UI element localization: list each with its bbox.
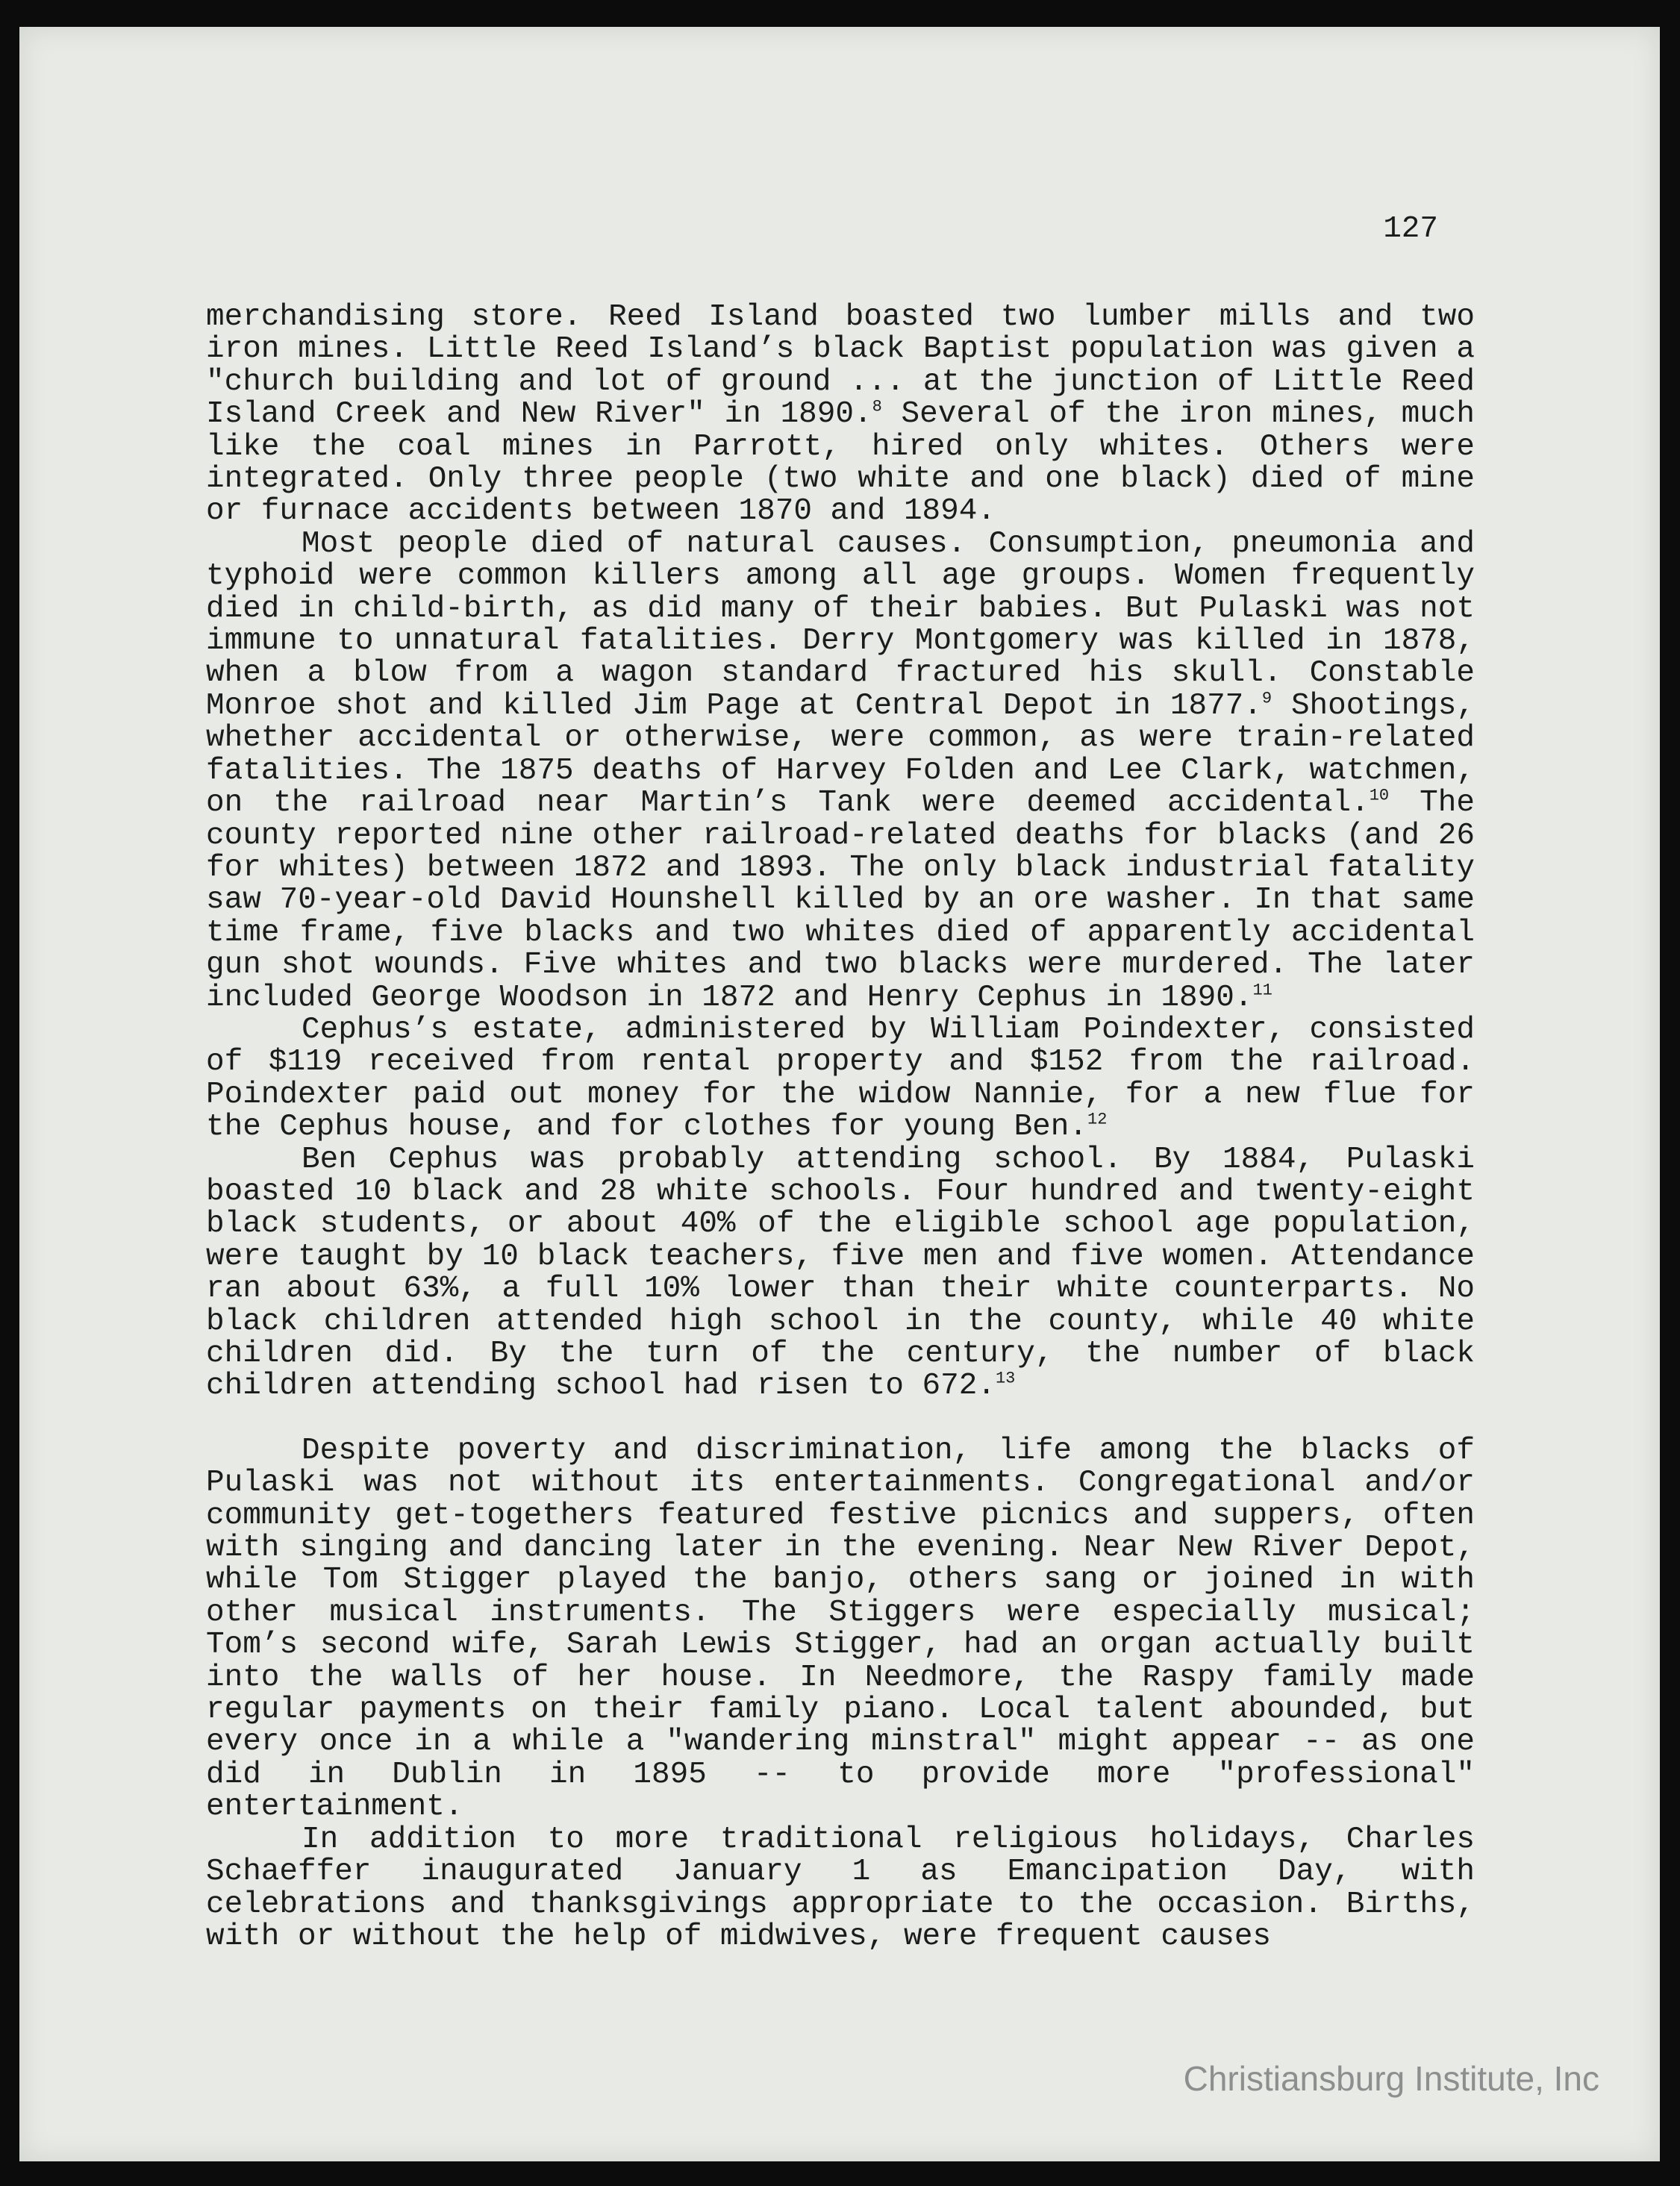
paragraph-text: In addition to more traditional religious holidays, Charles Schaeffer inaugurated January 1 as Emancipation Day, with celebrations and thanksgivings appropriate to the occasion. Births, with or without the help of midwives, were frequent causes [206, 1822, 1475, 1954]
document-page [19, 27, 1660, 2161]
paragraph-text: Shootings, whether accidental or otherwise, were common, as were train-related fatalities. The 1875 deaths of Harvey Folden and Lee Clark, watchmen, on the railroad near Martin’s Tank were deemed accidental. [206, 688, 1475, 821]
body-text [206, 302, 1475, 1953]
paragraph-text: Several of the iron mines, much like the coal mines in Parrott, hired only whites. Others were integrated. Only three people (two white and one black) died of mine or furnace accidents between 1870 and 1894. [206, 397, 1476, 529]
paragraph-text: Despite poverty and discrimination, life among the blacks of Pulaski was not without its entertainments. Congregational and/or community get-togethers featured festive picnics and suppers, often with singing and dancing later in the evening. Near New River Depot, while Tom Stigger played the banjo, others sang or joined in with other musical instruments. The Stiggers were especially musical; Tom’s second wife, Sarah Lewis Stigger, had an organ actually built into the walls of her house. In Needmore, the Raspy family made regular payments on their family piano. Local talent abounded, but every once in a while a "wandering minstral" might appear -- as one did in Dublin in 1895 -- to provide more "professional" entertainment. [206, 1433, 1475, 1825]
watermark: Christiansburg Institute, Inc [1183, 2059, 1599, 2098]
footnote-marker: 10 [1369, 786, 1390, 805]
paragraph-text: The county reported nine other railroad-related deaths for blacks (and 26 for whites) between 1872 and 1893. The only black industrial fatality saw 70-year-old David Hounshell killed by an ore washer. In that same time frame, five blacks and two whites died of apparently accidental gun shot wounds. Five whites and two blacks were murdered. The later included George Woodson in 1872 and Henry Cephus in 1890. [206, 786, 1475, 1015]
footnote-marker: 8 [872, 397, 882, 416]
paragraph-text: Most people died of natural causes. Consumption, pneumonia and typhoid were common killers among all age groups. Women frequently died in child-birth, as did many of their babies. But Pulaski was not immune to unnatural fatalities. Derry Montgomery was killed in 1878, when a blow from a wagon standard fractured his skull. Constable Monroe shot and killed Jim Page at Central Depot in 1877. [206, 526, 1475, 723]
paragraph [206, 1435, 1475, 1824]
paragraph [206, 302, 1475, 528]
footnote-marker: 9 [1261, 689, 1273, 708]
page-number: 127 [1383, 212, 1438, 246]
paragraph [206, 1824, 1475, 1954]
paragraph-text: merchandising store. Reed Island boasted two lumber mills and two iron mines. Little Reed Island’s black Baptist population was given a "church building and lot of ground ... at the junction of Little Reed Island Creek and New River" in 1890. [206, 300, 1475, 432]
paragraph-text: Ben Cephus was probably attending school. By 1884, Pulaski boasted 10 black and 28 white schools. Four hundred and twenty-eight black students, or about 40% of the eligible school age population, were taught by 10 black teachers, five men and five women. Attendance ran about 63%, a full 10% lower than their white counterparts. No black children attended high school in the county, while 40 white children did. By the turn of the century, the number of black children attending school had risen to 672. [206, 1142, 1475, 1404]
footnote-marker: 12 [1087, 1110, 1108, 1129]
footnote-marker: 11 [1252, 980, 1273, 999]
footnote-marker: 13 [995, 1369, 1016, 1388]
paragraph [206, 1144, 1475, 1403]
paragraph [206, 1014, 1475, 1144]
paragraph-text: Cephus’s estate, administered by William Poindexter, consisted of $119 received from rental property and $152 from the railroad. Poindexter paid out money for the widow Nannie, for a new flue for the Cephus house, and for clothes for young Ben. [206, 1012, 1475, 1145]
paragraph [206, 528, 1475, 1014]
